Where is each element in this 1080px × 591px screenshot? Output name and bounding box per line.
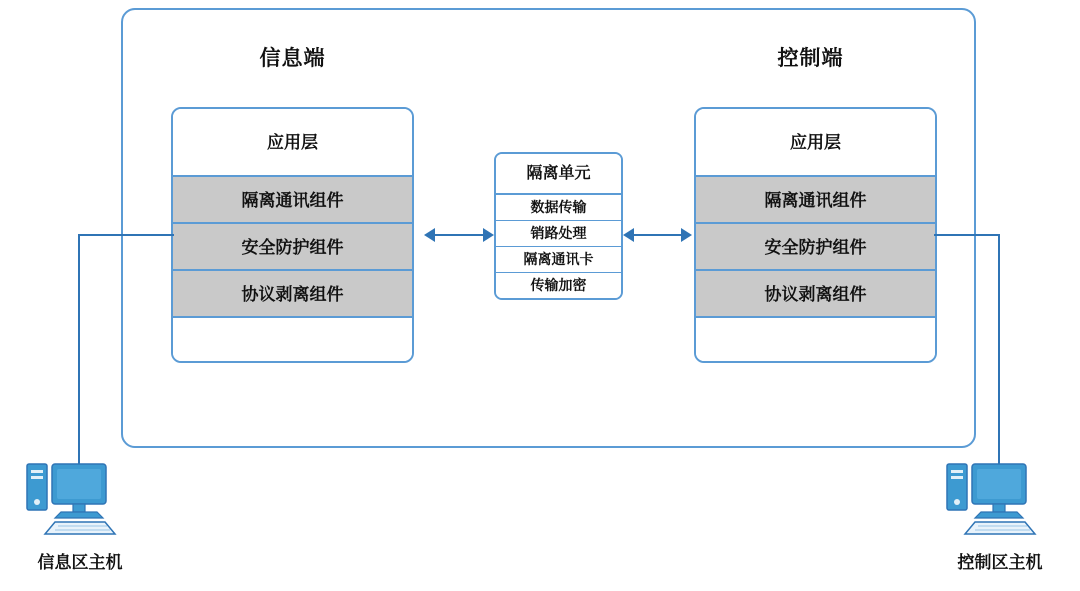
control-row-application-layer: 应用层 — [696, 109, 935, 177]
desktop-computer-icon — [25, 462, 130, 537]
info-side-title: 信息端 — [259, 47, 326, 70]
control-row-security-protection-component: 安全防护组件 — [696, 224, 935, 271]
control-row-isolation-comm-component: 隔离通讯组件 — [696, 177, 935, 224]
connector-line-isolation-to-control — [630, 234, 687, 236]
arrow-left-icon — [623, 228, 634, 242]
isolation-row-data-transfer: 数据传输 — [496, 195, 621, 221]
control-row-empty — [696, 318, 935, 361]
desktop-computer-icon — [945, 462, 1050, 537]
isolation-unit-box — [494, 152, 623, 300]
connector-line-info-to-isolation — [432, 234, 488, 236]
arrow-right-icon — [681, 228, 692, 242]
link-line-control-horizontal — [934, 234, 1000, 236]
link-line-control-vertical — [998, 234, 1000, 468]
info-row-application-layer: 应用层 — [173, 109, 412, 177]
info-row-security-protection-component: 安全防护组件 — [173, 224, 412, 271]
info-row-protocol-stripping-component: 协议剥离组件 — [173, 271, 412, 318]
isolation-row-circuit-processing: 销路处理 — [496, 221, 621, 247]
isolation-unit-title: 隔离单元 — [496, 154, 621, 195]
control-side-stack — [694, 107, 937, 363]
left-host-label: 信息区主机 — [37, 553, 123, 572]
info-side-stack — [171, 107, 414, 363]
control-side-title: 控制端 — [777, 47, 844, 70]
arrow-left-icon — [424, 228, 435, 242]
isolation-row-isolation-comm-card: 隔离通讯卡 — [496, 247, 621, 273]
control-row-protocol-stripping-component: 协议剥离组件 — [696, 271, 935, 318]
right-host-label: 控制区主机 — [957, 553, 1043, 572]
info-row-isolation-comm-component: 隔离通讯组件 — [173, 177, 412, 224]
link-line-info-vertical — [78, 234, 80, 468]
link-line-info-horizontal — [78, 234, 174, 236]
info-row-empty — [173, 318, 412, 361]
arrow-right-icon — [483, 228, 494, 242]
isolation-row-transfer-encryption: 传输加密 — [496, 273, 621, 298]
